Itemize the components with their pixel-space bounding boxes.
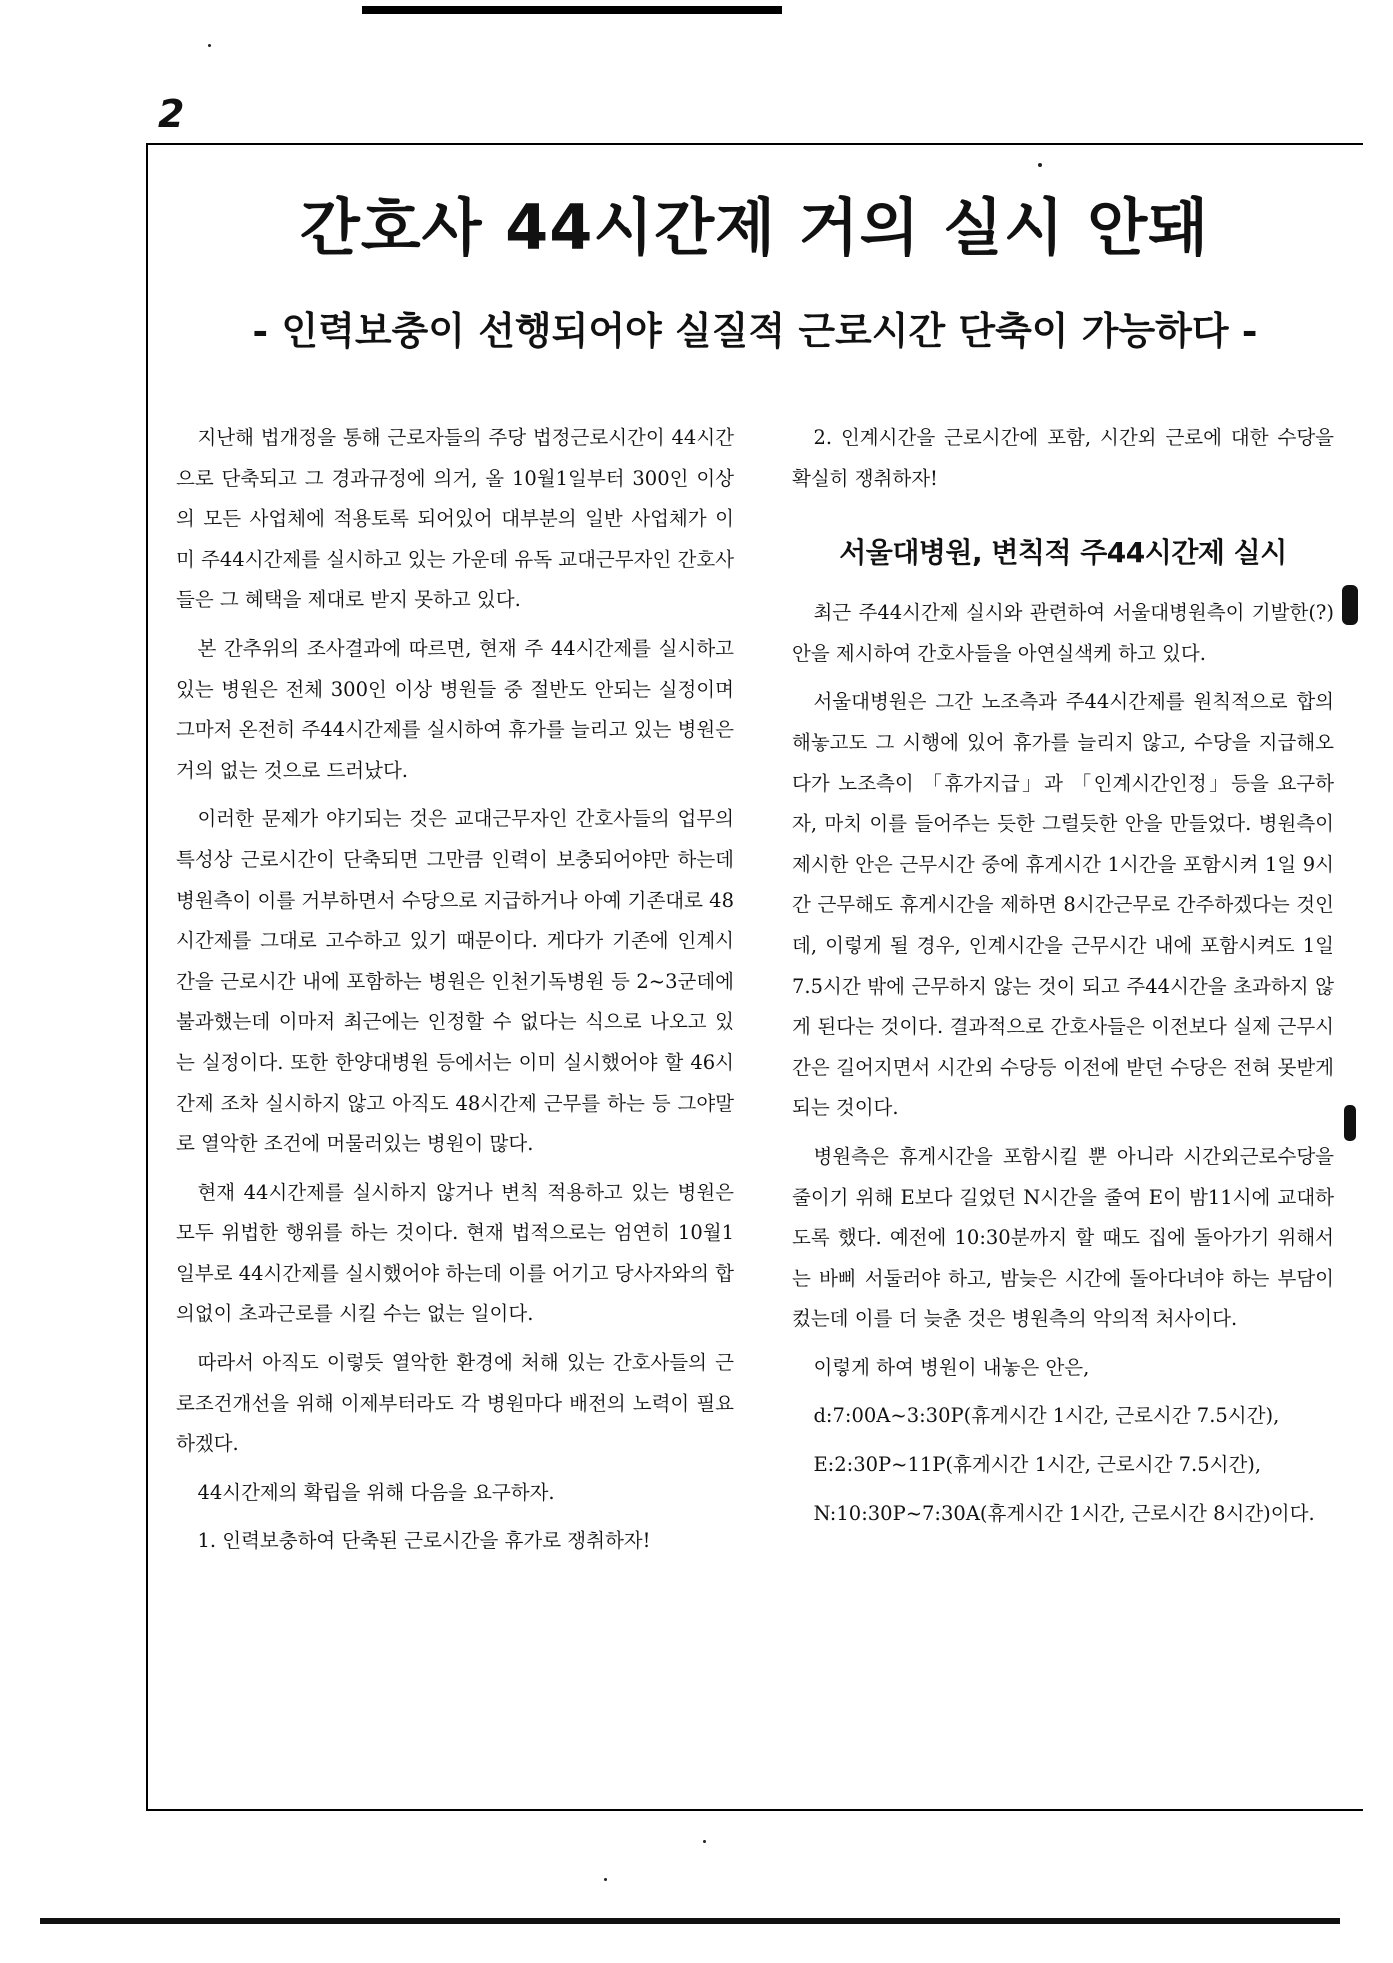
article-subheadline: - 인력보충이 선행되어야 실질적 근로시간 단축이 가능하다 - bbox=[252, 308, 1258, 353]
scan-speck bbox=[1038, 163, 1042, 167]
schedule-line: d:7:00A~3:30P(휴게시간 1시간, 근로시간 7.5시간), bbox=[813, 1404, 1280, 1428]
bottom-rule bbox=[40, 1918, 1340, 1924]
schedule-line: E:2:30P~11P(휴게시간 1시간, 근로시간 7.5시간), bbox=[813, 1453, 1262, 1477]
paragraph: 현재 44시간제를 실시하지 않거나 변칙 적용하고 있는 병원은 모두 위법한 행위를 하는 것이다. 현재 법적으로는 엄연히 10월1일부로 44시간제를 실시했어야 하는데 이를 어기고 당사자와의 합의없이 초과근로를 시킬 수는 없는 일이다. bbox=[176, 1180, 734, 1326]
paragraph: 서울대병원은 그간 노조측과 주44시간제를 원칙적으로 합의해놓고도 그 시행에 있어 휴가를 늘리지 않고, 수당을 지급해오다가 노조측이 「휴가지급」과 「인계시간인정」등을 요구하자, 마치 이를 들어주는 듯한 그럴듯한 안을 만들었다. 병원측이 제시한 안은 근무시간 중에 휴게시간 1시간을 포함시켜 1일 9시간 근무해도 휴게시간을 제하면 8시간근무로 간주하겠다는 것인데, 이렇게 될 경우, 인계시간을 근무시간 내에 포함시켜도 1일 7.5시간 밖에 근무하지 않는 것이 되고 주44시간을 초과하지 않게 된다는 것이다. 결과적으로 간호사들은 이전보다 실제 근무시간은 길어지면서 시간외 수당등 이전에 받던 수당은 전혀 못받게 되는 것이다. bbox=[792, 690, 1334, 1120]
scan-speck bbox=[703, 1840, 706, 1843]
scan-speck bbox=[604, 1878, 607, 1881]
paragraph: 지난해 법개정을 통해 근로자들의 주당 법정근로시간이 44시간으로 단축되고 그 경과규정에 의거, 올 10월1일부터 300인 이상의 모든 사업체에 적용토록 되어있어 대부분의 일반 사업체가 이미 주44시간제를 실시하고 있는 가운데 유독 교대근무자인 간호사들은 그 혜택을 제대로 받지 못하고 있다. bbox=[176, 426, 734, 612]
article-headline: 간호사 44시간제 거의 실시 안돼 bbox=[299, 191, 1210, 264]
left-column bbox=[176, 418, 734, 1570]
scan-speck bbox=[208, 44, 211, 47]
paragraph: 이러한 문제가 야기되는 것은 교대근무자인 간호사들의 업무의 특성상 근로시간이 단축되면 그만큼 인력이 보충되어야만 하는데 병원측이 이를 거부하면서 수당으로 지급하거나 아예 기존대로 48시간제를 그대로 고수하고 있기 때문이다. 게다가 기존에 인계시간을 근로시간 내에 포함하는 병원은 인천기독병원 등 2~3군데에 불과했는데 이마저 최근에는 인정할 수 없다는 식으로 나오고 있는 실정이다. 또한 한양대병원 등에서는 이미 실시했어야 할 46시간제 조차 실시하지 않고 아직도 48시간제 근무를 하는 등 그야말로 열악한 조건에 머물러있는 병원이 많다. bbox=[176, 807, 734, 1156]
paragraph: 본 간추위의 조사결과에 따르면, 현재 주 44시간제를 실시하고 있는 병원은 전체 300인 이상 병원들 중 절반도 안되는 실정이며 그마저 온전히 주44시간제를 실시하여 휴가를 늘리고 있는 병원은 거의 없는 것으로 드러났다. bbox=[176, 636, 734, 782]
section-heading: 서울대병원, 변칙적 주44시간제 실시 bbox=[839, 536, 1287, 570]
paragraph: 병원측은 휴게시간을 포함시킬 뿐 아니라 시간외근로수당을 줄이기 위해 E보다 길었던 N시간을 줄여 E이 밤11시에 교대하도록 했다. 예전에 10:30분까지 할 때도 집에 돌아가기 위해서는 바삐 서둘러야 하고, 밤늦은 시간에 돌아다녀야 하는 부담이 컸는데 이를 더 늦춘 것은 병원측의 악의적 처사이다. bbox=[792, 1144, 1334, 1331]
right-column bbox=[792, 418, 1334, 1542]
demand-item: 1. 인력보충하여 단축된 근로시간을 휴가로 쟁취하자! bbox=[197, 1529, 651, 1553]
paragraph: 이렇게 하여 병원이 내놓은 안은, bbox=[813, 1355, 1090, 1379]
scan-blot bbox=[1344, 1105, 1356, 1141]
top-rule bbox=[362, 6, 782, 14]
schedule-line: N:10:30P~7:30A(휴게시간 1시간, 근로시간 8시간)이다. bbox=[813, 1501, 1315, 1525]
demand-intro: 44시간제의 확립을 위해 다음을 요구하자. bbox=[197, 1480, 555, 1504]
demand-item: 2. 인계시간을 근로시간에 포함, 시간외 근로에 대한 수당을 확실히 쟁취하자! bbox=[792, 426, 1334, 490]
scan-blot bbox=[1342, 585, 1358, 625]
paragraph: 따라서 아직도 이렇듯 열악한 환경에 처해 있는 간호사들의 근로조건개선을 위해 이제부터라도 각 병원마다 배전의 노력이 필요하겠다. bbox=[176, 1351, 734, 1456]
page-number: 2 bbox=[158, 92, 185, 136]
paragraph: 최근 주44시간제 실시와 관련하여 서울대병원측이 기발한(?) 안을 제시하여 간호사들을 아연실색케 하고 있다. bbox=[792, 601, 1334, 665]
